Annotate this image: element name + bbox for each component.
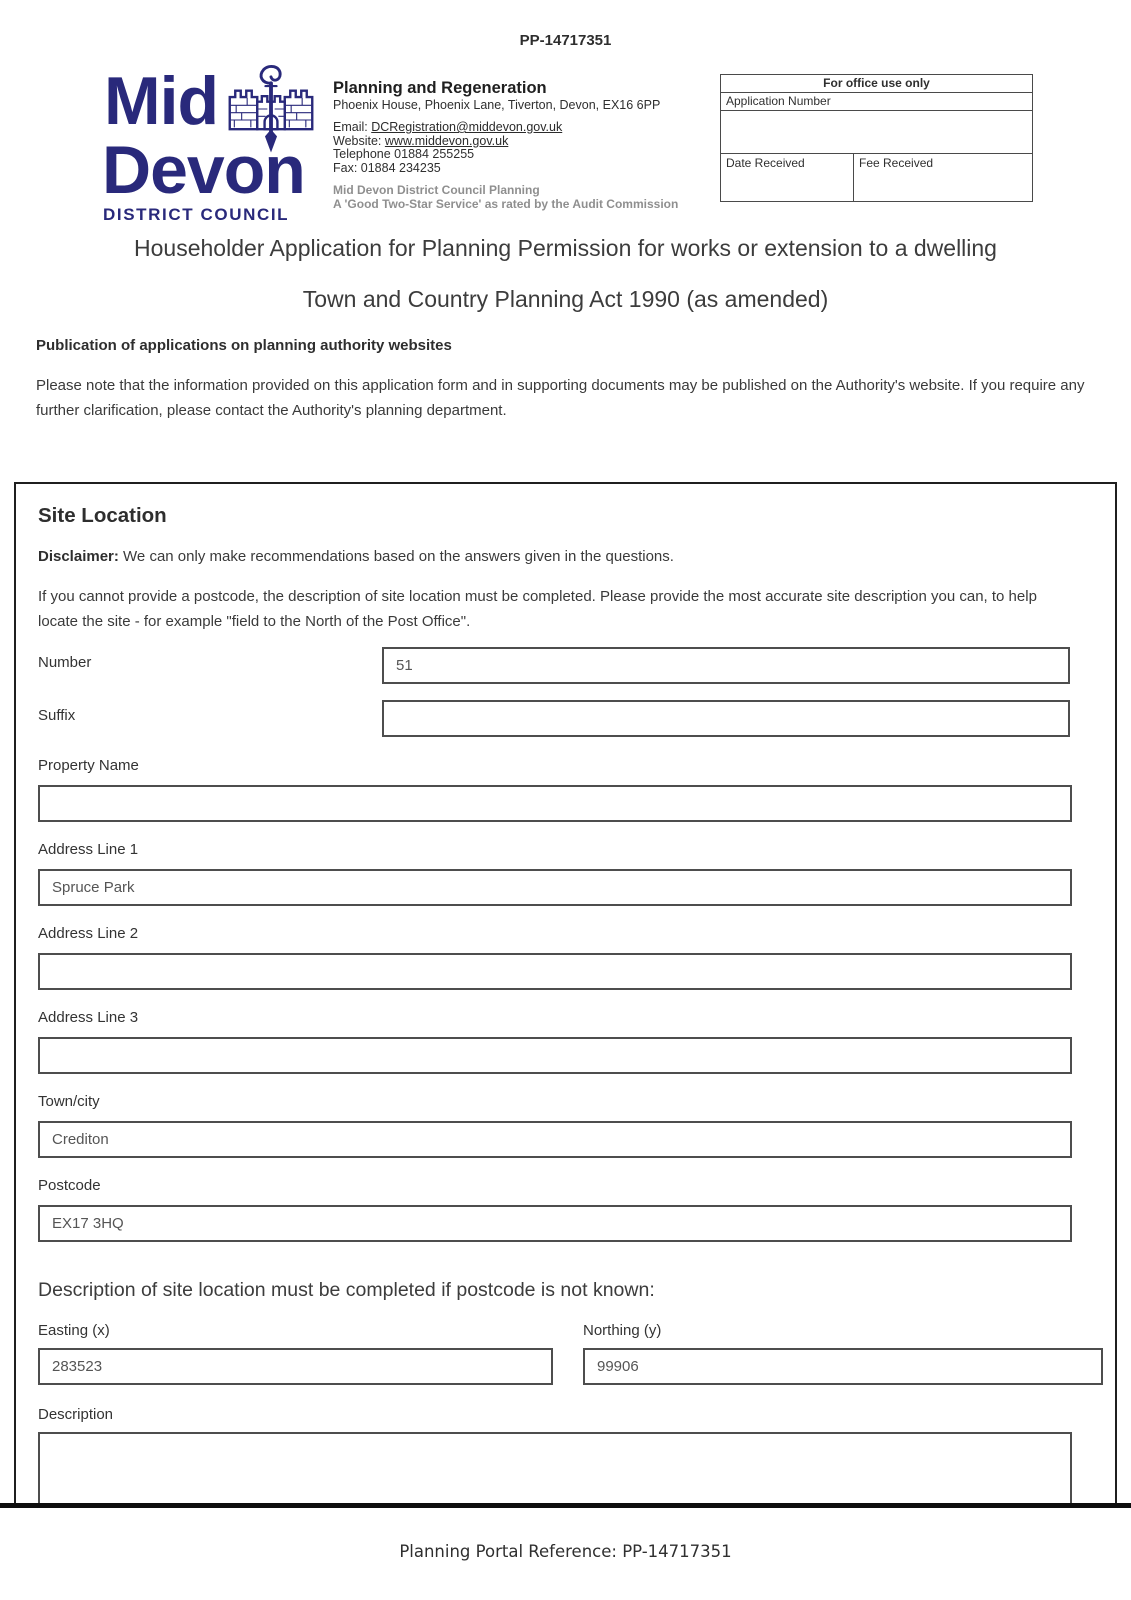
address-line-2-label: Address Line 2 xyxy=(38,925,139,942)
site-location-disclaimer xyxy=(38,548,674,565)
property-name-label: Property Name xyxy=(38,757,139,774)
form-sub-title: Town and Country Planning Act 1990 (as amended) xyxy=(302,286,829,312)
office-use-box xyxy=(720,74,1033,202)
tagline-line2: A 'Good Two-Star Service' as rated by the Audit Commission xyxy=(333,196,679,211)
logo-word-district-council: DISTRICT COUNCIL xyxy=(103,205,290,224)
email-label: Email: xyxy=(333,120,368,134)
disclaimer-text: We can only make recommendations based on the answers given in the questions. xyxy=(123,548,674,565)
description-label: Description xyxy=(38,1406,114,1423)
email-link[interactable]: DCRegistration@middevon.gov.uk xyxy=(371,120,563,134)
number-input[interactable] xyxy=(382,647,1070,684)
address-line-1-input[interactable] xyxy=(38,869,1072,906)
website-link[interactable]: www.middevon.gov.uk xyxy=(384,133,509,148)
address-line-1-label: Address Line 1 xyxy=(38,841,139,858)
site-location-section xyxy=(14,482,1117,1503)
easting-input[interactable] xyxy=(38,1348,553,1385)
suffix-input[interactable] xyxy=(382,700,1070,737)
date-received-cell: Date Received xyxy=(721,154,854,201)
town-city-label: Town/city xyxy=(38,1093,100,1110)
site-location-intro: If you cannot provide a postcode, the description of site location must be completed. Please provide the most accurate site description you can, to help locate the site - for example "field to the North of the Post Office". xyxy=(38,588,1037,630)
postcode-label: Postcode xyxy=(38,1177,101,1194)
tagline-line1: Mid Devon District Council Planning xyxy=(333,183,540,197)
disclaimer-label: Disclaimer: xyxy=(38,548,119,565)
telephone-line: Telephone 01884 255255 xyxy=(333,147,475,161)
email-line xyxy=(333,121,703,135)
website-line xyxy=(333,135,703,149)
department-contact-block xyxy=(333,79,703,211)
application-number-label: Application Number xyxy=(721,93,1032,111)
department-title: Planning and Regeneration xyxy=(333,79,547,97)
publication-note-heading: Publication of applications on planning authority websites xyxy=(36,337,452,354)
publication-note-body: Please note that the information provided on this application form and in supporting documents may be published on the Authority's website. If you require any further clarification, please contact the Authority's planning department. xyxy=(36,377,1085,419)
website-label: Website: xyxy=(333,133,382,148)
logo-word-devon: Devon xyxy=(102,132,305,208)
easting-label: Easting (x) xyxy=(38,1322,110,1339)
planning-portal-reference-top: PP-14717351 xyxy=(519,32,612,49)
description-textarea[interactable] xyxy=(38,1432,1072,1503)
application-number-cell xyxy=(721,111,1032,154)
logo-word-mid: Mid xyxy=(104,63,219,139)
suffix-label: Suffix xyxy=(38,707,76,724)
postcode-input[interactable] xyxy=(38,1205,1072,1242)
mid-devon-logo xyxy=(100,63,320,226)
number-label: Number xyxy=(38,654,92,671)
site-location-heading: Site Location xyxy=(38,504,167,527)
northing-label: Northing (y) xyxy=(583,1322,662,1339)
department-address: Phoenix House, Phoenix Lane, Tiverton, Devon, EX16 6PP xyxy=(333,97,661,112)
address-line-3-input[interactable] xyxy=(38,1037,1072,1074)
fee-received-cell: Fee Received xyxy=(859,156,934,170)
page-break-line xyxy=(0,1503,1131,1508)
fax-line: Fax: 01884 234235 xyxy=(333,160,441,175)
form-main-title: Householder Application for Planning Permission for works or extension to a dwelling xyxy=(134,235,997,261)
site-description-heading: Description of site location must be completed if postcode is not known: xyxy=(38,1279,655,1301)
northing-input[interactable] xyxy=(583,1348,1103,1385)
address-line-3-label: Address Line 3 xyxy=(38,1009,139,1026)
address-line-2-input[interactable] xyxy=(38,953,1072,990)
town-city-input[interactable] xyxy=(38,1121,1072,1158)
planning-portal-reference-footer: Planning Portal Reference: PP-14717351 xyxy=(399,1542,732,1561)
office-use-header: For office use only xyxy=(721,75,1032,93)
property-name-input[interactable] xyxy=(38,785,1072,822)
